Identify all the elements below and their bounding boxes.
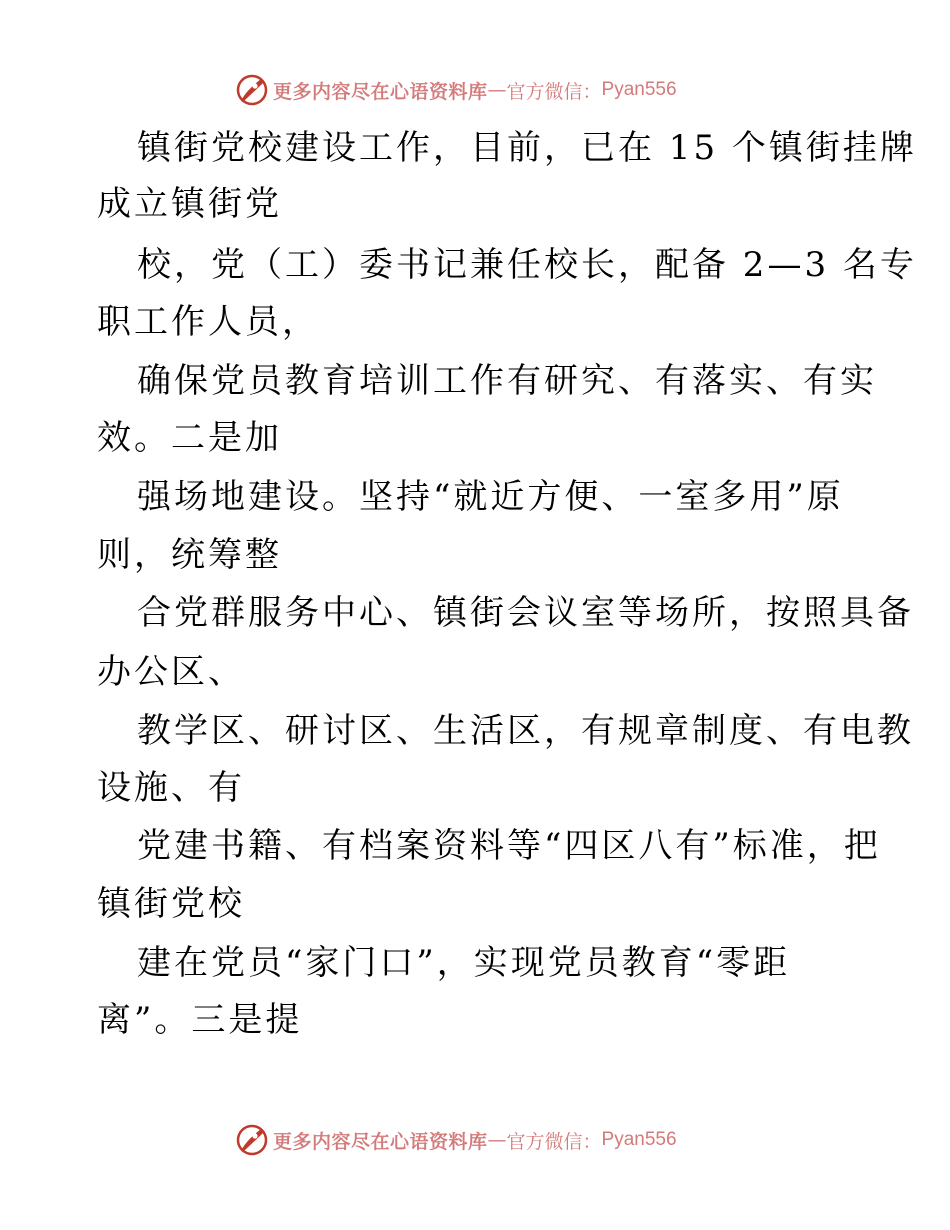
body-line: 确保党员教育培训工作有研究、有落实、有实 [137, 361, 877, 401]
banner-brand-text: 更多内容尽在心语资料库 [273, 1130, 488, 1153]
banner-wechat-label: 官方微信： [506, 1130, 602, 1153]
header-banner [235, 72, 677, 108]
body-line: 教学区、研讨区、生活区，有规章制度、有电教 [137, 711, 914, 751]
banner-wechat-handle: Pyan556 [601, 1129, 677, 1150]
footer-banner [235, 1122, 677, 1158]
body-line: 离”。三是提 [97, 1000, 303, 1040]
body-line: 职工作人员， [97, 302, 319, 342]
body-line: 镇街党校建设工作，目前，已在 15 个镇街挂牌 [137, 128, 917, 168]
body-line: 建在党员“家门口”，实现党员教育“零距 [137, 943, 791, 983]
body-line: 办公区、 [97, 652, 245, 692]
banner-dash: — [487, 79, 507, 101]
body-line: 效。二是加 [97, 418, 282, 458]
body-line: 设施、有 [97, 768, 245, 808]
body-line: 党建书籍、有档案资料等“四区八有”标准，把 [137, 826, 881, 866]
banner-brand-text: 更多内容尽在心语资料库 [273, 80, 488, 103]
body-line: 则，统筹整 [97, 535, 282, 575]
banner-dash: — [487, 1129, 507, 1151]
body-line: 成立镇街党 [97, 184, 282, 224]
body-line: 校，党（工）委书记兼任校长，配备 2—3 名专 [137, 245, 917, 285]
pen-logo-icon [235, 1123, 269, 1157]
banner-wechat-handle: Pyan556 [601, 79, 677, 100]
pen-logo-icon [235, 73, 269, 107]
body-line: 强场地建设。坚持“就近方便、一室多用”原 [137, 477, 844, 517]
banner-wechat-label: 官方微信： [506, 80, 602, 103]
body-line: 合党群服务中心、镇街会议室等场所，按照具备 [137, 593, 914, 633]
body-line: 镇街党校 [97, 884, 245, 924]
